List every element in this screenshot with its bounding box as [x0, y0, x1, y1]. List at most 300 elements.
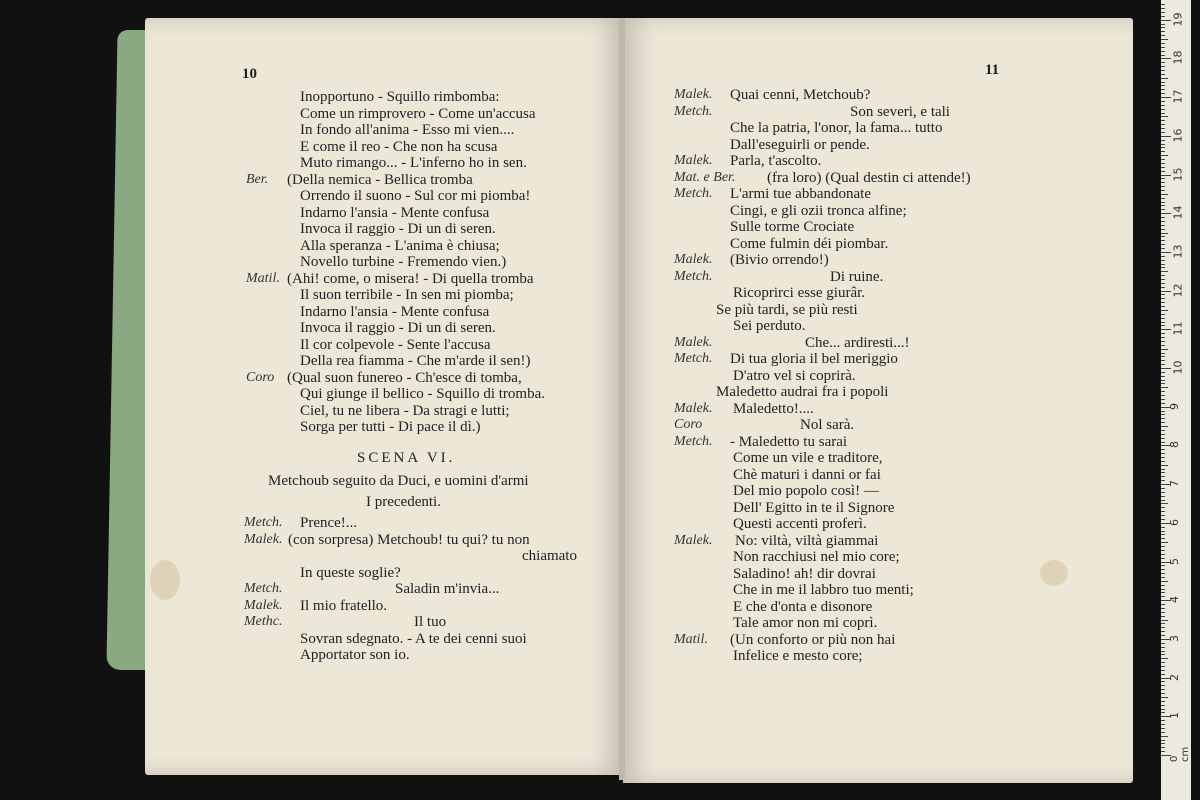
verse-line: Ricoprirci esse giurâr. — [733, 285, 866, 301]
verse-line: (Della nemica - Bellica tromba — [287, 171, 473, 188]
verse-line: Alla speranza - L'anima è chiusa; — [300, 237, 500, 254]
ruler-tick — [1161, 558, 1165, 559]
ruler-tick — [1161, 113, 1165, 114]
ruler-tick — [1161, 132, 1165, 133]
speaker-label: Ber. — [246, 171, 269, 187]
ruler-tick — [1161, 387, 1168, 388]
ruler-tick — [1161, 31, 1165, 32]
speaker-label: Malek. — [674, 334, 713, 350]
ruler-tick — [1161, 55, 1165, 56]
ruler-tick — [1161, 442, 1165, 443]
ruler-tick — [1161, 507, 1165, 508]
ruler-tick — [1161, 577, 1165, 578]
verse-line: E come il reo - Che non ha scusa — [300, 138, 498, 155]
ruler-tick — [1161, 724, 1165, 725]
ruler-tick — [1161, 310, 1168, 311]
verse-line: Invoca il raggio - Di un di seren. — [300, 320, 496, 336]
ruler-tick — [1161, 453, 1165, 454]
verse-line: Inopportuno - Squillo rimbomba: — [300, 89, 500, 105]
ruler-tick — [1161, 697, 1168, 698]
ruler-tick — [1161, 302, 1165, 303]
verse-line: Tale amor non mi coprì. — [733, 615, 878, 631]
verse-line: Invoca il raggio - Di un di seren. — [300, 221, 496, 237]
verse-line: chiamato — [522, 548, 577, 564]
ruler-tick — [1161, 585, 1165, 586]
verse-line: Orrendo il suono - Sul cor mi piomba! — [300, 188, 531, 204]
ruler-tick — [1161, 291, 1171, 292]
ruler-tick — [1161, 124, 1165, 125]
ruler-tick — [1161, 182, 1165, 183]
verse-line: Saladin m'invia... — [395, 581, 500, 597]
paper-stain — [150, 560, 180, 600]
verse-line: (Ahi! come, o misera! - Di quella tromba — [287, 270, 534, 287]
ruler-tick — [1161, 194, 1168, 195]
verse-line: Sei perduto. — [733, 318, 806, 334]
ruler-tick — [1161, 635, 1165, 636]
ruler-tick — [1161, 353, 1165, 354]
ruler-tick — [1161, 27, 1165, 28]
speaker-label: Coro — [674, 417, 703, 432]
ruler-tick — [1161, 527, 1165, 528]
ruler-tick — [1161, 175, 1171, 176]
ruler-tick — [1161, 434, 1165, 435]
ruler-tick — [1161, 542, 1168, 543]
verse-line: Dell' Egitto in te il Signore — [733, 499, 895, 516]
ruler-tick — [1161, 705, 1165, 706]
ruler-tick — [1161, 376, 1165, 377]
verse-line: - Maledetto tu sarai — [730, 433, 848, 450]
ruler-tick — [1161, 383, 1165, 384]
ruler-tick — [1161, 20, 1171, 21]
verse-line: Maledetto audrai fra i popoli — [716, 384, 889, 400]
verse-line: (con sorpresa) Metchoub! tu qui? tu non — [288, 531, 530, 548]
scene-description: Metchoub seguito da Duci, e uomini d'armi — [268, 473, 529, 489]
ruler-tick — [1161, 391, 1165, 392]
ruler-tick — [1161, 205, 1165, 206]
ruler-tick — [1161, 74, 1165, 75]
ruler-tick — [1161, 643, 1165, 644]
speaker-label: Metch. — [674, 351, 713, 366]
ruler-tick — [1161, 349, 1168, 350]
verse-line: Del mio popolo così! — — [733, 483, 879, 499]
verse-line: Muto rimango... - L'inferno ho in sen. — [300, 155, 527, 171]
ruler-tick — [1161, 93, 1165, 94]
verse-line: No: viltà, viltà giammai — [735, 532, 879, 549]
speaker-label: Malek. — [244, 531, 283, 547]
ruler-tick — [1161, 8, 1165, 9]
ruler-tick — [1161, 128, 1165, 129]
verse-line: Parla, t'ascolto. — [730, 153, 822, 169]
ruler-tick — [1161, 449, 1165, 450]
ruler-number: 18 — [1171, 50, 1185, 65]
verse-line: Questi accenti proferì. — [733, 516, 867, 532]
ruler-tick — [1161, 120, 1165, 121]
ruler-tick — [1161, 318, 1165, 319]
verse-line: Della rea fiamma - Che m'arde il sen!) — [300, 353, 531, 369]
ruler-tick — [1161, 461, 1165, 462]
ruler-tick — [1161, 264, 1165, 265]
ruler-tick — [1161, 496, 1165, 497]
ruler-number: 8 — [1168, 441, 1181, 449]
ruler-tick — [1161, 685, 1165, 686]
ruler-tick — [1161, 670, 1165, 671]
ruler-tick — [1161, 743, 1165, 744]
ruler-unit-label: 0 cm — [1169, 746, 1191, 762]
verse-line: Che la patria, l'onor, la fama... tutto — [730, 120, 943, 136]
ruler-tick — [1161, 151, 1165, 152]
verse-line: (Qual suon funereo - Ch'esce di tomba, — [287, 369, 522, 386]
ruler-tick — [1161, 298, 1165, 299]
ruler-tick — [1161, 294, 1165, 295]
ruler-tick — [1161, 418, 1165, 419]
ruler-tick — [1161, 209, 1165, 210]
ruler-tick — [1161, 101, 1165, 102]
ruler-tick — [1161, 233, 1168, 234]
verse-line: (Un conforto or più non hai — [730, 631, 896, 648]
ruler-tick — [1161, 213, 1171, 214]
ruler-tick — [1161, 51, 1165, 52]
ruler-tick — [1161, 252, 1171, 253]
ruler-tick — [1161, 627, 1165, 628]
ruler-tick — [1161, 538, 1165, 539]
ruler-tick — [1161, 89, 1165, 90]
verse-line: Prence!... — [300, 515, 358, 531]
ruler-tick — [1161, 283, 1165, 284]
paper-stain — [1040, 560, 1068, 586]
ruler-tick — [1161, 662, 1165, 663]
verse-line: Il cor colpevole - Sente l'accusa — [300, 336, 491, 353]
ruler-tick — [1161, 314, 1165, 315]
ruler-tick — [1161, 728, 1165, 729]
ruler-tick — [1161, 47, 1165, 48]
ruler-tick — [1161, 279, 1165, 280]
ruler-tick — [1161, 16, 1165, 17]
speaker-label: Metch. — [674, 186, 713, 201]
ruler-tick — [1161, 244, 1165, 245]
scene-heading: SCENA VI. — [357, 450, 456, 466]
speaker-label: Metch. — [674, 103, 713, 119]
speaker-label: Malek. — [244, 597, 283, 613]
ruler-tick — [1161, 647, 1165, 648]
verse-line: Dall'eseguirli or pende. — [730, 136, 870, 153]
ruler-tick — [1161, 70, 1165, 71]
ruler-tick — [1161, 24, 1165, 25]
verse-line: Cingi, e gli ozii tronca alfine; — [730, 202, 907, 219]
ruler-tick — [1161, 109, 1165, 110]
ruler-tick — [1161, 306, 1165, 307]
ruler-tick — [1161, 612, 1165, 613]
speaker-label: Mat. e Ber. — [674, 169, 736, 185]
verse-line: Il suon terribile - In sen mi piomba; — [300, 287, 514, 303]
ruler-number: 11 — [1171, 321, 1185, 336]
ruler-tick — [1161, 271, 1168, 272]
ruler-tick — [1161, 62, 1165, 63]
verse-line: Indarno l'ansia - Mente confusa — [300, 204, 490, 221]
speaker-label: Coro — [246, 369, 275, 385]
ruler-tick — [1161, 740, 1165, 741]
ruler-tick — [1161, 476, 1165, 477]
verse-line: In queste soglie? — [300, 564, 401, 581]
ruler-tick — [1161, 519, 1165, 520]
ruler-tick — [1161, 380, 1165, 381]
ruler-number: 14 — [1171, 205, 1185, 220]
ruler-number: 16 — [1171, 128, 1185, 143]
ruler-tick — [1161, 623, 1165, 624]
ruler-tick — [1161, 147, 1165, 148]
verse-line: Indarno l'ansia - Mente confusa — [300, 303, 490, 320]
ruler-tick — [1161, 616, 1165, 617]
ruler-tick — [1161, 620, 1168, 621]
ruler-number: 10 — [1171, 360, 1185, 375]
verse-line: Il tuo — [414, 614, 447, 630]
ruler-tick — [1161, 414, 1165, 415]
ruler-number: 9 — [1168, 402, 1181, 410]
ruler-tick — [1161, 337, 1165, 338]
ruler-tick — [1161, 701, 1165, 702]
ruler-tick — [1161, 236, 1165, 237]
ruler-tick — [1161, 492, 1165, 493]
ruler-tick — [1161, 651, 1165, 652]
ruler-tick — [1161, 515, 1165, 516]
ruler-tick — [1161, 202, 1165, 203]
ruler-tick — [1161, 329, 1171, 330]
ruler-tick — [1161, 403, 1165, 404]
ruler-number: 1 — [1168, 712, 1181, 720]
ruler-tick — [1161, 287, 1165, 288]
ruler-number: 5 — [1168, 557, 1181, 565]
ruler-tick — [1161, 82, 1165, 83]
ruler-tick — [1161, 531, 1165, 532]
verse-line: Novello turbine - Fremendo vien.) — [300, 254, 507, 270]
verse-line: Di tua gloria il bel meriggio — [730, 351, 898, 367]
ruler-tick — [1161, 395, 1165, 396]
ruler-tick — [1161, 674, 1165, 675]
verse-line: Sovran sdegnato. - A te dei cenni suoi — [300, 630, 527, 647]
ruler-tick — [1161, 159, 1165, 160]
ruler-tick — [1161, 681, 1165, 682]
speaker-label: Malek. — [674, 87, 713, 102]
verse-line: Che in me il labbro tuo menti; — [733, 582, 914, 598]
ruler-tick — [1161, 186, 1165, 187]
verse-line: Sorga per tutti - Di pace il dì.) — [300, 419, 481, 435]
ruler-tick — [1161, 693, 1165, 694]
ruler-tick — [1161, 422, 1165, 423]
ruler-tick — [1161, 503, 1168, 504]
ruler-tick — [1161, 105, 1165, 106]
ruler-tick — [1161, 480, 1165, 481]
verse-line: Come un vile e traditore, — [733, 450, 883, 466]
ruler-tick — [1161, 554, 1165, 555]
ruler-tick — [1161, 163, 1165, 164]
ruler-tick — [1161, 472, 1165, 473]
ruler-tick — [1161, 569, 1165, 570]
verse-line: Come un rimprovero - Come un'accusa — [300, 105, 536, 122]
ruler-tick — [1161, 438, 1165, 439]
ruler-tick — [1161, 596, 1165, 597]
ruler-tick — [1161, 736, 1168, 737]
ruler-tick — [1161, 97, 1171, 98]
ruler-tick — [1161, 78, 1168, 79]
ruler-tick — [1161, 167, 1165, 168]
ruler-tick — [1161, 171, 1165, 172]
ruler-tick — [1161, 256, 1165, 257]
ruler-tick — [1161, 66, 1165, 67]
ruler-tick — [1161, 85, 1165, 86]
speaker-label: Matil. — [246, 270, 280, 286]
ruler-tick — [1161, 39, 1168, 40]
scene-description: I precedenti. — [366, 494, 441, 510]
ruler-tick — [1161, 709, 1165, 710]
verse-line: Son severi, e tali — [850, 103, 950, 120]
verse-line: Ciel, tu ne libera - Da stragi e lutti; — [300, 402, 510, 419]
ruler-tick — [1161, 604, 1165, 605]
ruler-number: 12 — [1171, 283, 1185, 298]
ruler-tick — [1161, 260, 1165, 261]
speaker-label: Metch. — [244, 515, 283, 530]
ruler-tick — [1161, 465, 1168, 466]
verse-line: Infelice e mesto core; — [733, 648, 863, 664]
ruler-tick — [1161, 411, 1165, 412]
ruler-tick — [1161, 573, 1165, 574]
verse-line: Come fulmin déi piombar. — [730, 235, 889, 252]
ruler-tick — [1161, 534, 1165, 535]
ruler-tick — [1161, 712, 1165, 713]
ruler-tick — [1161, 229, 1165, 230]
ruler-tick — [1161, 144, 1165, 145]
verse-line: Non racchiusi nel mio core; — [733, 549, 900, 565]
ruler-number: 3 — [1168, 634, 1181, 642]
ruler-number: 6 — [1168, 518, 1181, 526]
verse-line: (fra loro) (Qual destin ci attende!) — [767, 169, 971, 186]
ruler-tick — [1161, 720, 1165, 721]
ruler-tick — [1161, 248, 1165, 249]
verse-line: Quai cenni, Metchoub? — [730, 87, 871, 103]
ruler-tick — [1161, 608, 1165, 609]
verse-line: Che... ardiresti...! — [805, 334, 910, 351]
ruler-tick — [1161, 751, 1165, 752]
verse-line: Maledetto!.... — [733, 400, 814, 417]
ruler-number: 13 — [1171, 244, 1185, 259]
ruler-tick — [1161, 592, 1165, 593]
ruler-tick — [1161, 747, 1165, 748]
ruler-tick — [1161, 116, 1168, 117]
verse-line: (Bivio orrendo!) — [730, 252, 829, 268]
ruler-tick — [1161, 689, 1165, 690]
speaker-label: Malek. — [674, 153, 713, 168]
ruler-tick — [1161, 469, 1165, 470]
verse-line: Chè maturi i danni or fai — [733, 466, 881, 483]
ruler-tick — [1161, 225, 1165, 226]
ruler-tick — [1161, 35, 1165, 36]
ruler-tick — [1161, 267, 1165, 268]
speaker-label: Malek. — [674, 532, 713, 548]
verse-line: Apportator son io. — [300, 647, 410, 663]
ruler-tick — [1161, 333, 1165, 334]
ruler-tick — [1161, 155, 1168, 156]
ruler-number: 15 — [1171, 167, 1185, 181]
ruler-tick — [1161, 364, 1165, 365]
ruler-tick — [1161, 322, 1165, 323]
verse-line: Sulle torme Crociate — [730, 219, 855, 235]
ruler-tick — [1161, 457, 1165, 458]
ruler-tick — [1161, 190, 1165, 191]
ruler-tick — [1161, 240, 1165, 241]
verse-line: Qui giunge il bellico - Squillo di tromba. — [300, 386, 545, 402]
speaker-label: Malek. — [674, 400, 713, 416]
verse-line: D'atro vel si coprirà. — [733, 367, 856, 384]
ruler-tick — [1161, 430, 1165, 431]
ruler-tick — [1161, 654, 1165, 655]
ruler-tick — [1161, 589, 1165, 590]
speaker-label: Malek. — [674, 252, 713, 267]
left-page-number: 10 — [242, 66, 257, 82]
ruler-tick — [1161, 221, 1165, 222]
ruler-tick — [1161, 732, 1165, 733]
ruler-tick — [1161, 488, 1165, 489]
verse-line: L'armi tue abbandonate — [730, 186, 871, 202]
ruler-tick — [1161, 198, 1165, 199]
ruler-tick — [1161, 360, 1165, 361]
ruler-tick — [1161, 43, 1165, 44]
verse-line: Di ruine. — [830, 268, 884, 285]
verse-line: Nol sarà. — [800, 417, 855, 433]
measuring-ruler — [1161, 0, 1191, 800]
verse-line: Il mio fratello. — [300, 597, 388, 614]
ruler-tick — [1161, 658, 1168, 659]
ruler-tick — [1161, 275, 1165, 276]
ruler-tick — [1161, 426, 1168, 427]
ruler-number: 19 — [1171, 12, 1185, 27]
ruler-number: 7 — [1168, 480, 1181, 488]
ruler-tick — [1161, 546, 1165, 547]
verse-line: Saladino! ah! dir dovrai — [733, 565, 876, 582]
speaker-label: Methc. — [244, 614, 283, 629]
ruler-tick — [1161, 4, 1165, 5]
speaker-label: Metch. — [674, 268, 713, 284]
speaker-label: Metch. — [674, 433, 713, 449]
ruler-tick — [1161, 581, 1168, 582]
speaker-label: Metch. — [244, 581, 283, 596]
ruler-tick — [1161, 136, 1171, 137]
ruler-tick — [1161, 565, 1165, 566]
right-page-number: 11 — [985, 62, 1000, 78]
ruler-tick — [1161, 356, 1165, 357]
ruler-tick — [1161, 550, 1165, 551]
ruler-tick — [1161, 217, 1165, 218]
ruler-number: 17 — [1171, 89, 1185, 104]
ruler-tick — [1161, 666, 1165, 667]
ruler-number: 4 — [1168, 596, 1181, 604]
ruler-tick — [1161, 12, 1165, 13]
ruler-tick — [1161, 372, 1165, 373]
ruler-tick — [1161, 511, 1165, 512]
ruler-tick — [1161, 58, 1171, 59]
ruler-tick — [1161, 399, 1165, 400]
speaker-label: Matil. — [674, 631, 708, 647]
ruler-tick — [1161, 368, 1171, 369]
book-gutter — [619, 18, 625, 780]
ruler-tick — [1161, 500, 1165, 501]
ruler-number: 2 — [1168, 673, 1181, 681]
ruler-tick — [1161, 341, 1165, 342]
verse-line: E che d'onta e disonore — [733, 598, 873, 615]
ruler-tick — [1161, 631, 1165, 632]
ruler-tick — [1161, 178, 1165, 179]
ruler-tick — [1161, 140, 1165, 141]
ruler-tick — [1161, 325, 1165, 326]
verse-line: Se più tardi, se più resti — [716, 301, 858, 318]
ruler-tick — [1161, 345, 1165, 346]
